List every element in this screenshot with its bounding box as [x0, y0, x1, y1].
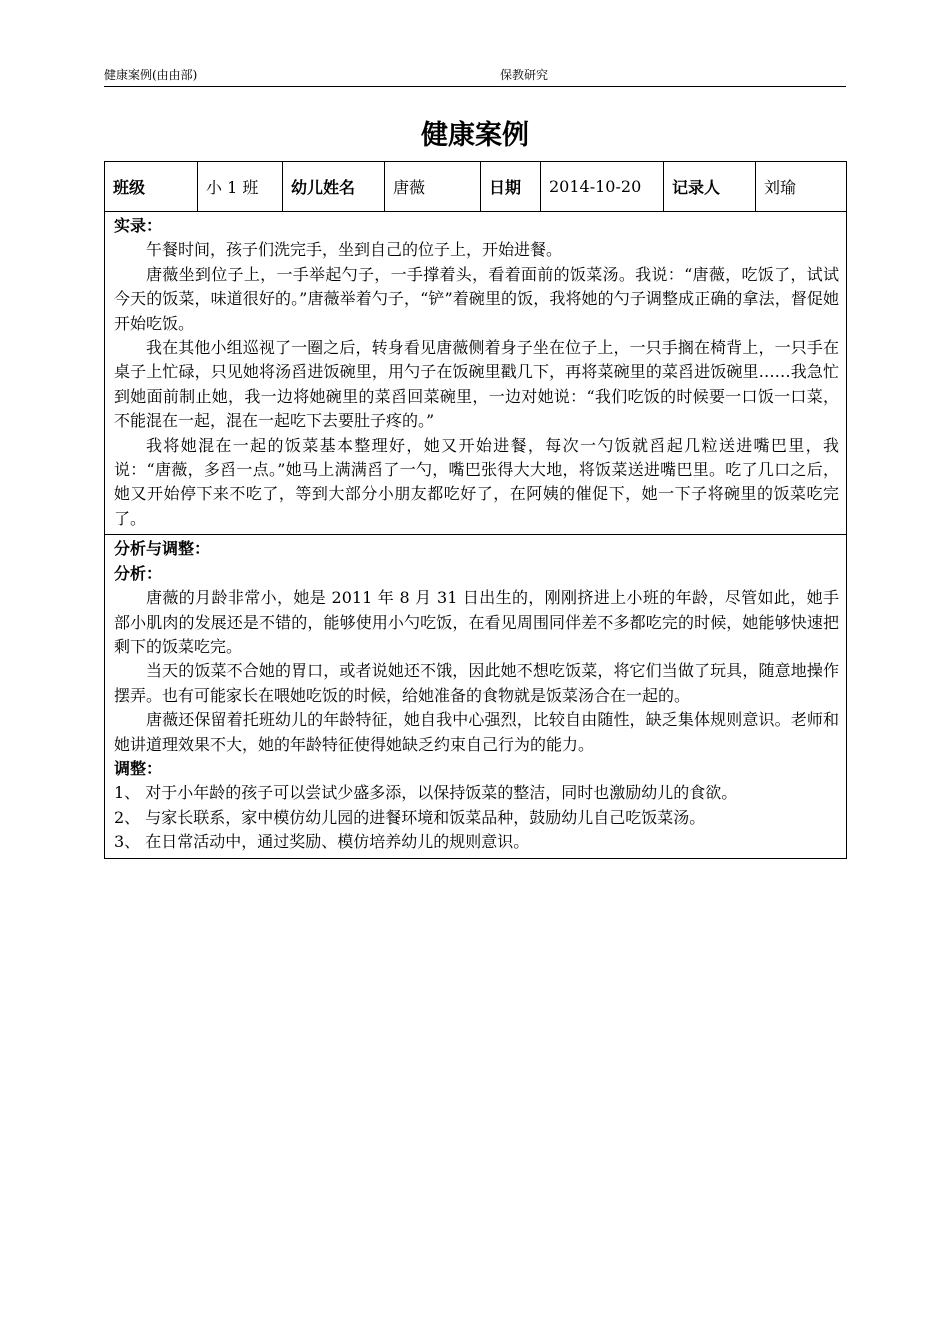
- child-name-value: 唐薇: [385, 162, 481, 212]
- recorder-value: 刘瑜: [756, 162, 847, 212]
- header-left-text: 健康案例(由由部): [104, 68, 198, 82]
- info-row: [105, 162, 847, 212]
- child-name-label: 幼儿姓名: [283, 162, 385, 212]
- document-title: 健康案例: [421, 120, 529, 151]
- analysis-cell: [105, 535, 847, 858]
- analysis-paragraph: 唐薇还保留着托班幼儿的年龄特征，她自我中心强烈，比较自由随性，缺乏集体规则意识。老师和她讲道理效果不大，她的年龄特征使得她缺乏约束自己行为的能力。: [114, 710, 839, 754]
- analysis-subheading: 分析：: [114, 563, 163, 583]
- recorder-label: 记录人: [664, 162, 756, 212]
- record-cell: [105, 212, 847, 535]
- analysis-row: [105, 535, 847, 858]
- class-value: 小 1 班: [198, 162, 283, 212]
- date-value: 2014-10-20: [541, 162, 664, 212]
- record-heading: 实录：: [114, 216, 163, 235]
- adjust-item: 2、 与家长联系，家中模仿幼儿园的进餐环境和饭菜品种，鼓励幼儿自己吃饭菜汤。: [114, 807, 706, 827]
- date-label: 日期: [481, 162, 541, 212]
- case-record-table: [104, 161, 847, 859]
- adjust-item: 3、 在日常活动中，通过奖励、模仿培养幼儿的规则意识。: [114, 832, 530, 852]
- class-label: 班级: [105, 162, 198, 212]
- record-row: [105, 212, 847, 535]
- page-header: [104, 64, 846, 87]
- record-paragraph: 我在其他小组巡视了一圈之后，转身看见唐薇侧着身子坐在位子上，一只手搁在椅背上，一只手在桌子上忙碌，只见她将汤舀进饭碗里，用勺子在饭碗里戳几下，再将菜碗里的菜舀进饭碗里……我急忙到她面前制止她，我一边将她碗里的菜舀回菜碗里，一边对她说：“我们吃饭的时候要一口饭一口菜，不能混在一起，混在一起吃下去要肚子疼的。”: [114, 338, 839, 431]
- record-paragraph: 唐薇坐到位子上，一手举起勺子，一手撑着头，看着面前的饭菜汤。我说：“唐薇，吃饭了，试试今天的饭菜，味道很好的。”唐薇举着勺子，“铲”着碗里的饭，我将她的勺子调整成正确的拿法，督促她开始吃饭。: [114, 264, 839, 333]
- record-paragraph: 我将她混在一起的饭菜基本整理好，她又开始进餐，每次一勺饭就舀起几粒送进嘴巴里，我说：“唐薇，多舀一点。”她马上满满舀了一勺，嘴巴张得大大地，将饭菜送进嘴巴里。吃了几口之后，她又开始停下来不吃了，等到大部分小朋友都吃好了，在阿姨的催促下，她一下子将碗里的饭菜吃完了。: [114, 435, 839, 528]
- header-center-text: 保教研究: [500, 68, 549, 82]
- analysis-paragraph: 当天的饭菜不合她的胃口，或者说她还不饿，因此她不想吃饭菜，将它们当做了玩具，随意地操作摆弄。也有可能家长在喂她吃饭的时候，给她准备的食物就是饭菜汤合在一起的。: [114, 661, 839, 705]
- adjust-item: 1、 对于小年龄的孩子可以尝试少盛多添，以保持饭菜的整洁，同时也激励幼儿的食欲。: [114, 783, 738, 803]
- adjust-heading: 调整：: [114, 758, 163, 778]
- analysis-heading: 分析与调整：: [114, 539, 211, 559]
- record-paragraph: 午餐时间，孩子们洗完手，坐到自己的位子上，开始进餐。: [146, 240, 563, 260]
- analysis-paragraph: 唐薇的月龄非常小，她是 2011 年 8 月 31 日出生的，刚刚挤进上小班的年龄，尽管如此，她手部小肌肉的发展还是不错的，能够使用小勺吃饭，在看见周围同伴差不多都吃完的时候，她能够快速把剩下的饭菜吃完。: [114, 588, 839, 656]
